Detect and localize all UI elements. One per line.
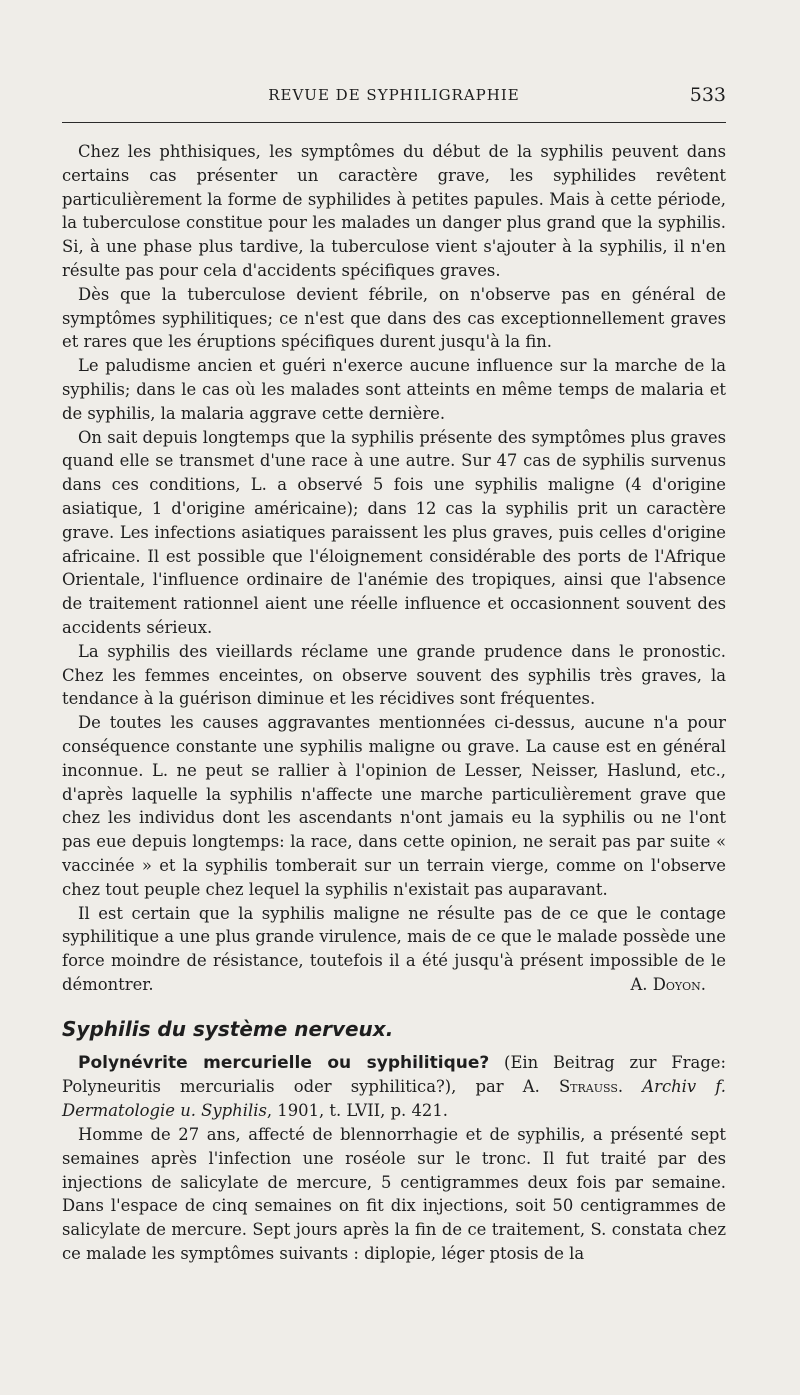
paragraph: Chez les phthisiques, les symptômes du début de la syphilis peuvent dans certains cas présenter un caractère grave, les syphilides revêtent particulièrement la forme de syphilides à petites papules. Mais à cette période, la tuberculose constitue pour les malades un danger plus grand que la syphilis. Si, à une phase plus tardive, la tuberculose vient s'ajouter à la syphilis, il n'en résulte pas pour cela d'accidents spécifiques graves. [62,142,726,280]
paragraph-text: Il est certain que la syphilis maligne ne résulte pas de ce que le contage syphilitique a une plus grande virulence, mais de ce que le malade possède une force moindre de résistance, toutefois il a été jusqu'à présent impossible de le démontrer. [62,903,726,994]
body-text [62,140,726,1266]
paragraph-with-signature [62,902,726,997]
paragraph: Le paludisme ancien et guéri n'exerce aucune influence sur la marche de la syphilis; dans le cas où les malades sont atteints en même temps de malaria et de syphilis, la malaria aggrave cette dernière. [62,356,726,423]
page-number: 533 [689,84,726,106]
header-rule [62,122,726,123]
article-title: Polynévrite mercurielle ou syphilitique? [78,1052,490,1073]
reference-text: , 1901, t. LVII, p. 421. [266,1101,448,1121]
section-title: Syphilis du système nerveux. [62,1016,394,1041]
paragraph: On sait depuis longtemps que la syphilis présente des symptômes plus graves quand elle se transmet d'une race à une autre. Sur 47 cas de syphilis survenus dans ces conditions, L. a observé 5 fois une syphilis maligne (4 d'origine asiatique, 1 d'origine américaine); dans 12 cas la syphilis prit un caractère grave. Les infections asiatiques paraissent les plus graves, puis celles d'origine africaine. Il est possible que l'éloignement considérable des ports de l'Afrique Orientale, l'influence ordinaire de l'anémie des tropiques, ainsi que l'absence de traitement rationnel aient une réelle influence et occasionnent souvent des accidents sérieux. [62,427,726,637]
paragraph: Dès que la tuberculose devient fébrile, on n'observe pas en général de symptômes syphilitiques; ce n'est que dans des cas exceptionnellement graves et rares que les éruptions spécifiques durent jusqu'à la fin. [62,284,726,352]
paragraph: De toutes les causes aggravantes mentionnées ci-dessus, aucune n'a pour conséquence constante une syphilis maligne ou grave. La cause est en général inconnue. L. ne peut se rallier à l'opinion de Lesser, Neisser, Haslund, etc., d'après laquelle la syphilis n'affecte une marche particulièrement grave que chez les individus dont les ascendants n'ont jamais eu la syphilis ou ne l'ont pas eue depuis longtemps: la race, dans cette opinion, ne serait pas par suite « vaccinée » et la syphilis tomberait sur un terrain vierge, comme on l'observe chez tout peuple chez lequel la syphilis n'existait pas auparavant. [62,713,726,899]
article-body: Homme de 27 ans, affecté de blennorrhagie et de syphilis, a présenté sept semaines après l'infection une roséole sur le tronc. Il fut traité par des injections de salicylate de mercure, 5 centigrammes deux fois par semaine. Dans l'espace de cinq semaines on fit dix injections, soit 50 centigrammes de salicylate de mercure. Sept jours après la fin de ce traitement, S. constata chez ce malade les symptômes suivants : diplopie, léger ptosis de la [62,1125,726,1264]
author-signature: A. Doyon. [630,974,706,994]
paragraph: La syphilis des vieillards réclame une grande prudence dans le pronostic. Chez les femmes enceintes, on observe souvent des syphilis très graves, la tendance à la guérison diminue et les récidives sont fréquentes. [62,641,726,709]
article-author: Strauss [558,1077,618,1097]
article-reference [62,1051,726,1123]
reference-text: (Ein Beitrag zur Frage: Polyneuritis mercurialis oder syphilitica?), par A. [62,1052,726,1097]
running-title: REVUE DE SYPHILIGRAPHIE [268,86,520,104]
reference-text: . [617,1077,643,1097]
journal-name: Archiv f. Dermatologie u. Syphilis [62,1077,727,1121]
page-header [62,84,726,114]
